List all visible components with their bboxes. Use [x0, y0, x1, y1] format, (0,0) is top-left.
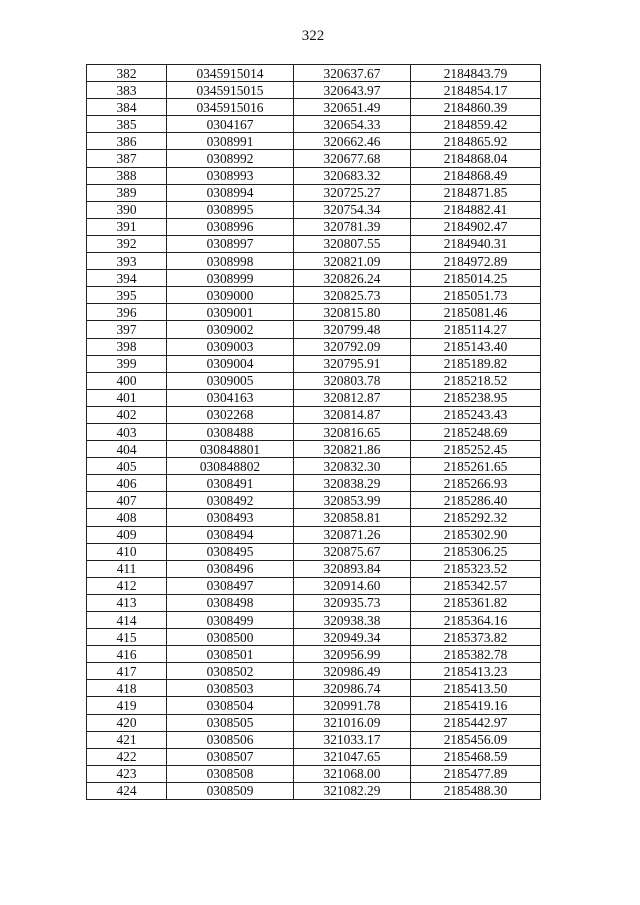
row-index-cell: 408 — [87, 509, 167, 526]
table-row — [87, 646, 541, 663]
row-index-cell: 397 — [87, 321, 167, 338]
x-coordinate-cell: 320825.73 — [294, 287, 411, 304]
x-coordinate-cell: 320949.34 — [294, 629, 411, 646]
table-row — [87, 99, 541, 116]
point-code-cell: 0308502 — [167, 663, 294, 680]
x-coordinate-cell: 320821.86 — [294, 441, 411, 458]
point-code-cell: 0308500 — [167, 629, 294, 646]
point-code-cell: 0308488 — [167, 423, 294, 440]
x-coordinate-cell: 320792.09 — [294, 338, 411, 355]
y-coordinate-cell: 2185261.65 — [411, 458, 541, 475]
y-coordinate-cell: 2184882.41 — [411, 201, 541, 218]
table-row — [87, 150, 541, 167]
point-code-cell: 0345915014 — [167, 65, 294, 82]
x-coordinate-cell: 321082.29 — [294, 782, 411, 799]
y-coordinate-cell: 2185218.52 — [411, 372, 541, 389]
y-coordinate-cell: 2185286.40 — [411, 492, 541, 509]
row-index-cell: 407 — [87, 492, 167, 509]
point-code-cell: 0345915016 — [167, 99, 294, 116]
x-coordinate-cell: 320853.99 — [294, 492, 411, 509]
x-coordinate-cell: 320858.81 — [294, 509, 411, 526]
table-row — [87, 235, 541, 252]
x-coordinate-cell: 320935.73 — [294, 594, 411, 611]
point-code-cell: 0308508 — [167, 765, 294, 782]
y-coordinate-cell: 2184865.92 — [411, 133, 541, 150]
row-index-cell: 420 — [87, 714, 167, 731]
y-coordinate-cell: 2184871.85 — [411, 184, 541, 201]
table-row — [87, 731, 541, 748]
point-code-cell: 0308492 — [167, 492, 294, 509]
point-code-cell: 0308993 — [167, 167, 294, 184]
row-index-cell: 396 — [87, 304, 167, 321]
table-row — [87, 253, 541, 270]
y-coordinate-cell: 2185413.23 — [411, 663, 541, 680]
table-row — [87, 355, 541, 372]
row-index-cell: 392 — [87, 235, 167, 252]
row-index-cell: 394 — [87, 270, 167, 287]
table-row — [87, 423, 541, 440]
table-row — [87, 594, 541, 611]
table-row — [87, 577, 541, 594]
table-row — [87, 304, 541, 321]
point-code-cell: 0304163 — [167, 389, 294, 406]
point-code-cell: 0308994 — [167, 184, 294, 201]
point-code-cell: 0308507 — [167, 748, 294, 765]
point-code-cell: 0308499 — [167, 612, 294, 629]
row-index-cell: 421 — [87, 731, 167, 748]
point-code-cell: 0302268 — [167, 406, 294, 423]
table-row — [87, 663, 541, 680]
table-row — [87, 560, 541, 577]
point-code-cell: 0308495 — [167, 543, 294, 560]
y-coordinate-cell: 2184902.47 — [411, 218, 541, 235]
row-index-cell: 413 — [87, 594, 167, 611]
row-index-cell: 405 — [87, 458, 167, 475]
table-row — [87, 167, 541, 184]
point-code-cell: 0309001 — [167, 304, 294, 321]
point-code-cell: 0308497 — [167, 577, 294, 594]
row-index-cell: 414 — [87, 612, 167, 629]
table-row — [87, 133, 541, 150]
row-index-cell: 419 — [87, 697, 167, 714]
y-coordinate-cell: 2184854.17 — [411, 82, 541, 99]
point-code-cell: 0308991 — [167, 133, 294, 150]
x-coordinate-cell: 320816.65 — [294, 423, 411, 440]
row-index-cell: 409 — [87, 526, 167, 543]
point-code-cell: 0309004 — [167, 355, 294, 372]
table-row — [87, 509, 541, 526]
y-coordinate-cell: 2184860.39 — [411, 99, 541, 116]
x-coordinate-cell: 320991.78 — [294, 697, 411, 714]
x-coordinate-cell: 320643.97 — [294, 82, 411, 99]
x-coordinate-cell: 320826.24 — [294, 270, 411, 287]
point-code-cell: 0308493 — [167, 509, 294, 526]
row-index-cell: 390 — [87, 201, 167, 218]
table-row — [87, 406, 541, 423]
x-coordinate-cell: 320914.60 — [294, 577, 411, 594]
table-row — [87, 612, 541, 629]
y-coordinate-cell: 2185252.45 — [411, 441, 541, 458]
table-row — [87, 765, 541, 782]
y-coordinate-cell: 2185488.30 — [411, 782, 541, 799]
x-coordinate-cell: 320956.99 — [294, 646, 411, 663]
x-coordinate-cell: 320821.09 — [294, 253, 411, 270]
x-coordinate-cell: 320812.87 — [294, 389, 411, 406]
x-coordinate-cell: 320986.49 — [294, 663, 411, 680]
y-coordinate-cell: 2185014.25 — [411, 270, 541, 287]
y-coordinate-cell: 2184972.89 — [411, 253, 541, 270]
point-code-cell: 0308504 — [167, 697, 294, 714]
table-row — [87, 287, 541, 304]
x-coordinate-cell: 320871.26 — [294, 526, 411, 543]
x-coordinate-cell: 320893.84 — [294, 560, 411, 577]
y-coordinate-cell: 2184868.04 — [411, 150, 541, 167]
table-row — [87, 492, 541, 509]
row-index-cell: 389 — [87, 184, 167, 201]
row-index-cell: 416 — [87, 646, 167, 663]
y-coordinate-cell: 2185361.82 — [411, 594, 541, 611]
y-coordinate-cell: 2185477.89 — [411, 765, 541, 782]
x-coordinate-cell: 320803.78 — [294, 372, 411, 389]
point-code-cell: 0308999 — [167, 270, 294, 287]
y-coordinate-cell: 2185292.32 — [411, 509, 541, 526]
page-number: 322 — [301, 28, 325, 44]
x-coordinate-cell: 320683.32 — [294, 167, 411, 184]
table-row — [87, 748, 541, 765]
y-coordinate-cell: 2185323.52 — [411, 560, 541, 577]
y-coordinate-cell: 2185413.50 — [411, 680, 541, 697]
point-code-cell: 0308506 — [167, 731, 294, 748]
y-coordinate-cell: 2185306.25 — [411, 543, 541, 560]
point-code-cell: 0308498 — [167, 594, 294, 611]
x-coordinate-cell: 320637.67 — [294, 65, 411, 82]
table-row — [87, 82, 541, 99]
x-coordinate-cell: 320795.91 — [294, 355, 411, 372]
row-index-cell: 398 — [87, 338, 167, 355]
y-coordinate-cell: 2185342.57 — [411, 577, 541, 594]
table-row — [87, 475, 541, 492]
point-code-cell: 0308501 — [167, 646, 294, 663]
row-index-cell: 406 — [87, 475, 167, 492]
x-coordinate-cell: 320799.48 — [294, 321, 411, 338]
x-coordinate-cell: 320814.87 — [294, 406, 411, 423]
point-code-cell: 0308997 — [167, 235, 294, 252]
x-coordinate-cell: 320875.67 — [294, 543, 411, 560]
x-coordinate-cell: 321033.17 — [294, 731, 411, 748]
y-coordinate-cell: 2185114.27 — [411, 321, 541, 338]
y-coordinate-cell: 2185456.09 — [411, 731, 541, 748]
row-index-cell: 399 — [87, 355, 167, 372]
x-coordinate-cell: 320815.80 — [294, 304, 411, 321]
row-index-cell: 424 — [87, 782, 167, 799]
table-row — [87, 389, 541, 406]
point-code-cell: 0304167 — [167, 116, 294, 133]
row-index-cell: 404 — [87, 441, 167, 458]
y-coordinate-cell: 2185382.78 — [411, 646, 541, 663]
y-coordinate-cell: 2184940.31 — [411, 235, 541, 252]
y-coordinate-cell: 2185248.69 — [411, 423, 541, 440]
point-code-cell: 0308996 — [167, 218, 294, 235]
table-row — [87, 65, 541, 82]
point-code-cell: 0309002 — [167, 321, 294, 338]
point-code-cell: 030848801 — [167, 441, 294, 458]
coordinates-table-body — [87, 65, 541, 800]
y-coordinate-cell: 2184843.79 — [411, 65, 541, 82]
point-code-cell: 0308491 — [167, 475, 294, 492]
point-code-cell: 0309005 — [167, 372, 294, 389]
x-coordinate-cell: 321068.00 — [294, 765, 411, 782]
point-code-cell: 0308509 — [167, 782, 294, 799]
point-code-cell: 0309000 — [167, 287, 294, 304]
row-index-cell: 423 — [87, 765, 167, 782]
point-code-cell: 0309003 — [167, 338, 294, 355]
x-coordinate-cell: 320651.49 — [294, 99, 411, 116]
row-index-cell: 383 — [87, 82, 167, 99]
row-index-cell: 415 — [87, 629, 167, 646]
x-coordinate-cell: 320662.46 — [294, 133, 411, 150]
row-index-cell: 417 — [87, 663, 167, 680]
row-index-cell: 382 — [87, 65, 167, 82]
y-coordinate-cell: 2185302.90 — [411, 526, 541, 543]
y-coordinate-cell: 2185419.16 — [411, 697, 541, 714]
y-coordinate-cell: 2185189.82 — [411, 355, 541, 372]
table-row — [87, 782, 541, 799]
point-code-cell: 0308503 — [167, 680, 294, 697]
table-row — [87, 116, 541, 133]
y-coordinate-cell: 2184859.42 — [411, 116, 541, 133]
x-coordinate-cell: 320654.33 — [294, 116, 411, 133]
table-row — [87, 218, 541, 235]
row-index-cell: 418 — [87, 680, 167, 697]
row-index-cell: 401 — [87, 389, 167, 406]
y-coordinate-cell: 2185266.93 — [411, 475, 541, 492]
row-index-cell: 387 — [87, 150, 167, 167]
table-row — [87, 441, 541, 458]
table-row — [87, 680, 541, 697]
table-row — [87, 458, 541, 475]
table-row — [87, 697, 541, 714]
table-row — [87, 526, 541, 543]
table-row — [87, 543, 541, 560]
x-coordinate-cell: 320781.39 — [294, 218, 411, 235]
table-row — [87, 321, 541, 338]
table-row — [87, 338, 541, 355]
row-index-cell: 400 — [87, 372, 167, 389]
x-coordinate-cell: 321016.09 — [294, 714, 411, 731]
row-index-cell: 402 — [87, 406, 167, 423]
x-coordinate-cell: 320832.30 — [294, 458, 411, 475]
table-row — [87, 714, 541, 731]
y-coordinate-cell: 2185243.43 — [411, 406, 541, 423]
row-index-cell: 385 — [87, 116, 167, 133]
x-coordinate-cell: 320938.38 — [294, 612, 411, 629]
y-coordinate-cell: 2184868.49 — [411, 167, 541, 184]
x-coordinate-cell: 321047.65 — [294, 748, 411, 765]
table-row — [87, 372, 541, 389]
point-code-cell: 0308494 — [167, 526, 294, 543]
row-index-cell: 391 — [87, 218, 167, 235]
point-code-cell: 030848802 — [167, 458, 294, 475]
table-row — [87, 201, 541, 218]
y-coordinate-cell: 2185143.40 — [411, 338, 541, 355]
row-index-cell: 412 — [87, 577, 167, 594]
x-coordinate-cell: 320754.34 — [294, 201, 411, 218]
coordinates-table — [86, 64, 541, 800]
y-coordinate-cell: 2185051.73 — [411, 287, 541, 304]
x-coordinate-cell: 320807.55 — [294, 235, 411, 252]
x-coordinate-cell: 320838.29 — [294, 475, 411, 492]
table-row — [87, 629, 541, 646]
y-coordinate-cell: 2185364.16 — [411, 612, 541, 629]
row-index-cell: 388 — [87, 167, 167, 184]
table-row — [87, 184, 541, 201]
row-index-cell: 403 — [87, 423, 167, 440]
point-code-cell: 0345915015 — [167, 82, 294, 99]
point-code-cell: 0308998 — [167, 253, 294, 270]
y-coordinate-cell: 2185468.59 — [411, 748, 541, 765]
row-index-cell: 395 — [87, 287, 167, 304]
row-index-cell: 386 — [87, 133, 167, 150]
row-index-cell: 411 — [87, 560, 167, 577]
table-row — [87, 270, 541, 287]
x-coordinate-cell: 320725.27 — [294, 184, 411, 201]
point-code-cell: 0308992 — [167, 150, 294, 167]
y-coordinate-cell: 2185238.95 — [411, 389, 541, 406]
row-index-cell: 384 — [87, 99, 167, 116]
y-coordinate-cell: 2185081.46 — [411, 304, 541, 321]
point-code-cell: 0308496 — [167, 560, 294, 577]
point-code-cell: 0308995 — [167, 201, 294, 218]
y-coordinate-cell: 2185373.82 — [411, 629, 541, 646]
row-index-cell: 422 — [87, 748, 167, 765]
x-coordinate-cell: 320986.74 — [294, 680, 411, 697]
row-index-cell: 393 — [87, 253, 167, 270]
point-code-cell: 0308505 — [167, 714, 294, 731]
row-index-cell: 410 — [87, 543, 167, 560]
x-coordinate-cell: 320677.68 — [294, 150, 411, 167]
y-coordinate-cell: 2185442.97 — [411, 714, 541, 731]
